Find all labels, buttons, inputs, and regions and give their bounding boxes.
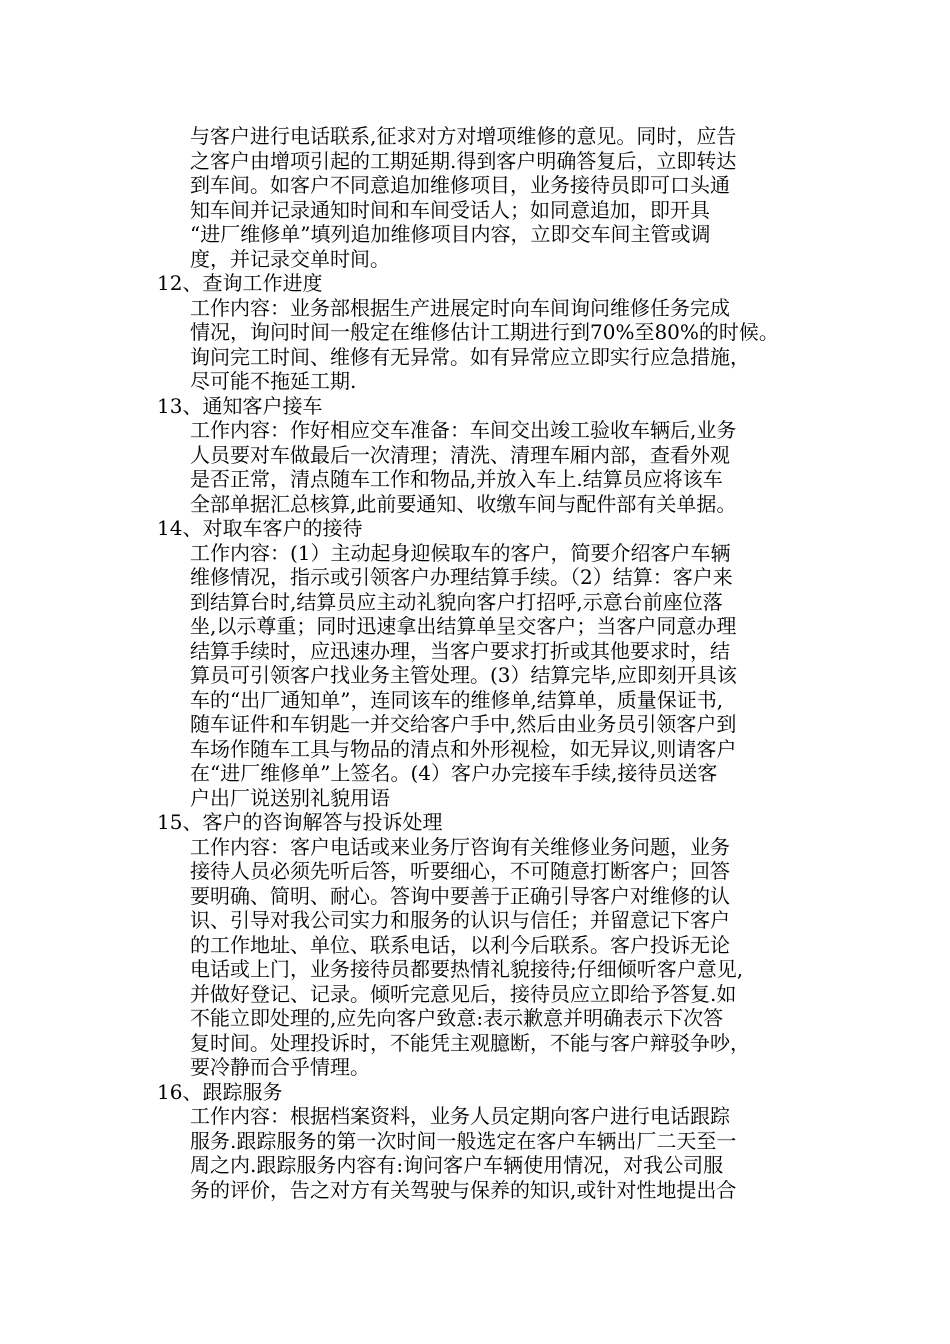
- text-line: 知车间并记录通知时间和车间受话人；如同意追加，即开具: [190, 197, 710, 222]
- text-line: 车的“出厂通知单”，连同该车的维修单,结算单，质量保证书,: [190, 687, 724, 712]
- section-heading: 15、客户的咨询解答与投诉处理: [157, 810, 443, 834]
- section-heading: 16、跟踪服务: [157, 1079, 283, 1104]
- text-line: 接待人员必须先听后答，听要细心，不可随意打断客户；回答: [190, 859, 730, 883]
- section-heading: 13、通知客户接车: [157, 393, 323, 418]
- text-line: 要冷静而合乎情理。: [190, 1055, 370, 1079]
- text-line: 询问完工时间、维修有无异常。如有异常应立即实行应急措施，: [190, 344, 750, 369]
- text-line: 周之内.跟踪服务内容有:询问客户车辆使用情况，对我公司服: [190, 1153, 724, 1177]
- text-line: 要明确、简明、耐心。答询中要善于正确引导客户对维修的认: [190, 883, 730, 908]
- text-line: 并做好登记、记录。倾听完意见后，接待员应立即给予答复.如: [190, 981, 737, 1006]
- text-line: 的工作地址、单位、联系电话，以利今后联系。客户投诉无论: [190, 932, 730, 957]
- text-line: 到车间。如客户不同意追加维修项目，业务接待员即可口头通: [190, 173, 730, 197]
- text-line: 务的评价，告之对方有关驾驶与保养的知识,或针对性地提出合: [190, 1177, 737, 1202]
- text-line: 全部单据汇总核算,此前要通知、收缴车间与配件部有关单据。: [190, 491, 737, 516]
- text-line: “进厂维修单”填列追加维修项目内容，立即交车间主管或调: [190, 222, 711, 246]
- text-line: 之客户由增项引起的工期延期.得到客户明确答复后，立即转达: [190, 148, 737, 173]
- text-line: 工作内容：作好相应交车准备：车间交出竣工验收车辆后,业务: [190, 418, 737, 442]
- text-line: 随车证件和车钥匙一并交给客户手中,然后由业务员引领客户到: [190, 712, 737, 736]
- text-line: 电话或上门，业务接待员都要热情礼貌接待;仔细倾听客户意见,: [190, 957, 744, 981]
- text-line: 算员可引领客户找业务主管处理。(3）结算完毕,应即刻开具该: [190, 663, 737, 687]
- text-line: 在“进厂维修单”上签名。(4）客户办完接车手续,接待员送客: [190, 761, 718, 785]
- text-line: 是否正常，清点随车工作和物品,并放入车上.结算员应将该车: [190, 467, 723, 491]
- text-line: 户出厂说送别礼貌用语: [190, 785, 390, 810]
- text-line: 工作内容：客户电话或来业务厅咨询有关维修业务问题，业务: [190, 834, 730, 859]
- text-line: 工作内容：(1）主动起身迎候取车的客户，简要介绍客户车辆: [190, 540, 731, 565]
- text-line: 工作内容：业务部根据生产进展定时向车间询问维修任务完成: [190, 295, 730, 320]
- section-12: [157, 271, 837, 394]
- text-line: 车场作随车工具与物品的清点和外形视检，如无异议,则请客户: [190, 736, 737, 761]
- section-heading: 12、查询工作进度: [157, 271, 323, 295]
- intro-paragraph: [157, 124, 837, 271]
- text-line: 不能立即处理的,应先向客户致意:表示歉意并明确表示下次答: [190, 1006, 724, 1030]
- text-line: 到结算台时,结算员应主动礼貌向客户打招呼,示意台前座位落: [190, 589, 723, 614]
- text-line: 坐,以示尊重；同时迅速拿出结算单呈交客户；当客户同意办理: [190, 614, 737, 638]
- document-body: [157, 124, 837, 1202]
- text-line: 服务.跟踪服务的第一次时间一般选定在客户车辆出厂二天至一: [190, 1128, 737, 1153]
- section-16: [157, 1080, 837, 1203]
- text-line: 尽可能不拖延工期.: [190, 369, 357, 393]
- section-14: [157, 516, 837, 810]
- text-line: 结算手续时，应迅速办理，当客户要求打折或其他要求时，结: [190, 638, 730, 663]
- text-line: 工作内容：根据档案资料，业务人员定期向客户进行电话跟踪: [190, 1104, 730, 1128]
- text-line: 度，并记录交单时间。: [190, 246, 390, 271]
- text-line: 人员要对车做最后一次清理；清洗、清理车厢内部，查看外观: [190, 442, 730, 467]
- section-heading: 14、对取车客户的接待: [157, 516, 363, 540]
- text-line: 识、引导对我公司实力和服务的认识与信任；并留意记下客户: [190, 908, 730, 932]
- text-line: 维修情况，指示或引领客户办理结算手续。（2）结算：客户来: [190, 565, 733, 589]
- section-15: [157, 810, 837, 1080]
- text-line: 情况，询问时间一般定在维修估计工期进行到70%至80%的时候。: [190, 320, 779, 344]
- text-line: 与客户进行电话联系,征求对方对增项维修的意见。同时，应告: [190, 124, 737, 148]
- section-13: [157, 394, 837, 517]
- text-line: 复时间。处理投诉时，不能凭主观臆断，不能与客户辩驳争吵，: [190, 1030, 750, 1055]
